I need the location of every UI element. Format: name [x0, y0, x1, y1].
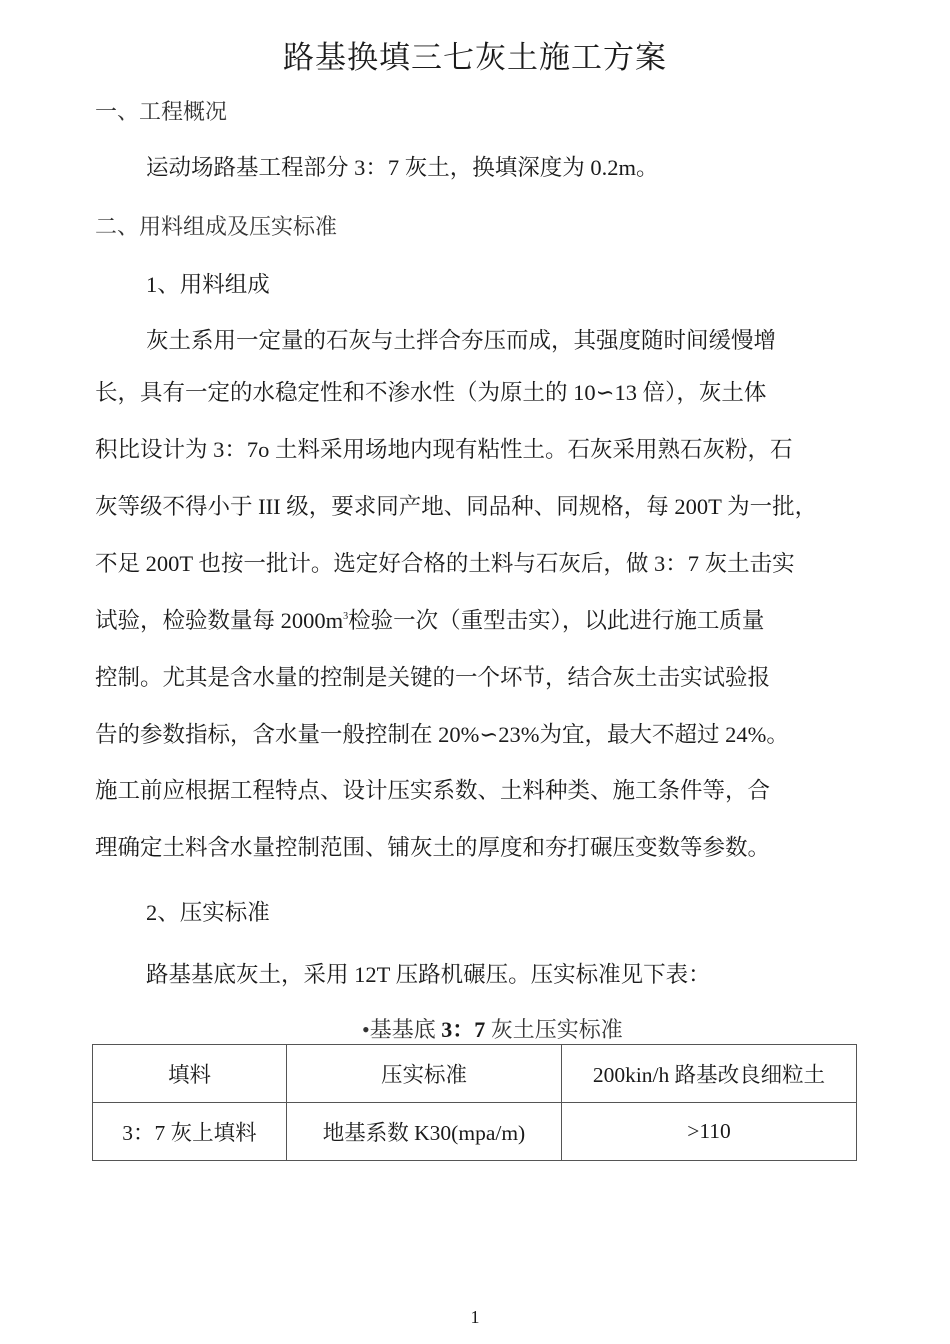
- table-header-cell: 200kin/h 路基改良细粒土: [562, 1045, 857, 1103]
- section-1-heading: 一、工程概况: [95, 99, 228, 124]
- section-2-heading: 二、用料组成及压实标准: [95, 214, 338, 239]
- document-title: 路基换填三七灰土施工方案: [283, 40, 667, 75]
- table-cell: 3：7 灰上填料: [93, 1103, 287, 1161]
- page-number: 1: [470, 1307, 480, 1327]
- paragraph-line: 长，具有一定的水稳定性和不渗水性（为原土的 10∽13 倍），灰土体: [95, 380, 767, 405]
- paragraph-line: 灰土系用一定量的石灰与土拌合夯压而成，其强度随时间缓慢增: [146, 328, 777, 353]
- paragraph-line: 积比设计为 3：7o 土料采用场地内现有粘性土。石灰采用熟石灰粉，石: [95, 437, 793, 462]
- table-row: [93, 1103, 857, 1161]
- paragraph-line: 理确定土料含水量控制范围、铺灰土的厚度和夯打碾压变数等参数。: [95, 835, 771, 860]
- compaction-text: 路基基底灰土，采用 12T 压路机碾压。压实标准见下表：: [146, 962, 711, 987]
- paragraph-line: 不足 200T 也按一批计。选定好合格的土料与石灰后，做 3：7 灰土击实: [95, 551, 795, 576]
- table-header-row: [93, 1045, 857, 1103]
- table-header-cell: 压实标准: [287, 1045, 562, 1103]
- paragraph-line: 控制。尤其是含水量的控制是关键的一个坏节，结合灰土击实试验报: [95, 665, 771, 690]
- table-caption: •基基底 3：7 灰土压实标准: [362, 1017, 623, 1042]
- paragraph-line-end: 检验一次（重型击实），以此进行施工质量: [348, 608, 765, 633]
- paragraph-line: 施工前应根据工程特点、设计压实系数、土料种类、施工条件等，合: [95, 778, 771, 803]
- paragraph-line-start: 试验，检验数量每 2000m: [95, 608, 344, 633]
- paragraph-line: 告的参数指标，含水量一般控制在 20%∽23%为宜，最大不超过 24%。: [95, 722, 789, 747]
- table-header-cell: 填料: [93, 1045, 287, 1103]
- compaction-standard-table: [92, 1044, 857, 1161]
- subheading-materials: 1、用料组成: [146, 272, 270, 297]
- table-cell: 地基系数 K30(mpa/m): [287, 1103, 562, 1161]
- paragraph-line: [95, 606, 764, 636]
- paragraph-line: 灰等级不得小于 III 级，要求同产地、同品种、同规格，每 200T 为一批，: [95, 494, 818, 519]
- section-1-text: 运动场路基工程部分 3：7 灰土，换填深度为 0.2m。: [146, 155, 659, 180]
- table-cell: >110: [562, 1103, 857, 1161]
- superscript-3: 3: [343, 611, 349, 622]
- subheading-compaction: 2、压实标准: [146, 900, 270, 925]
